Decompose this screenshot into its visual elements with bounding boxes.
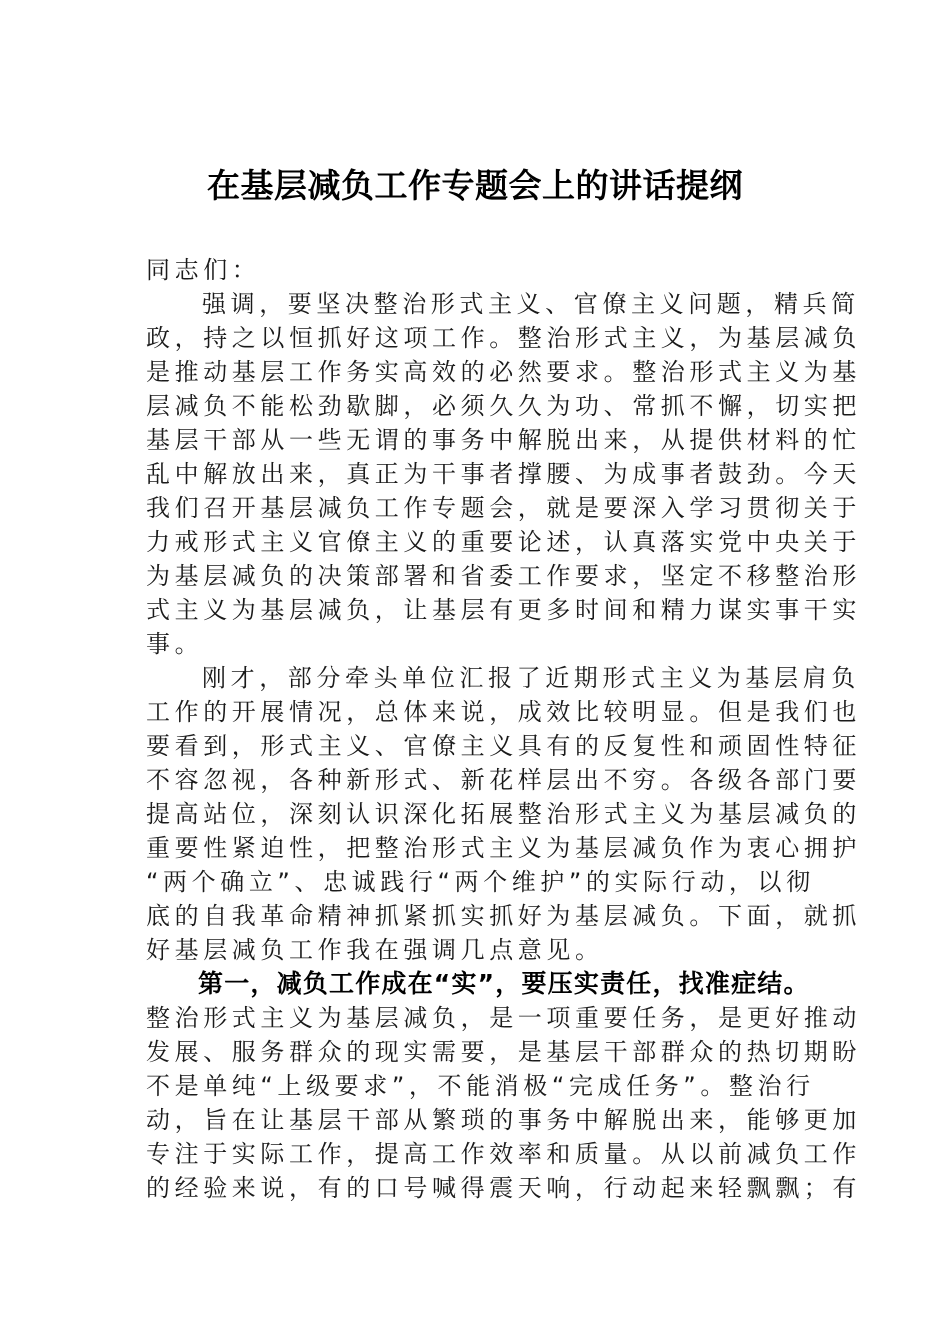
paragraph-2-line: “两个确立”、忠诚践行“两个维护”的实际行动，以彻 (146, 868, 815, 896)
paragraph-1-line: 我们召开基层减负工作专题会，就是要深入学习贯彻关于 (146, 494, 861, 522)
paragraph-2-line: 刚才，部分牵头单位汇报了近期形式主义为基层肩负 (202, 664, 860, 692)
paragraph-1-line: 式主义为基层减负，让基层有更多时间和精力谋实事干实 (146, 596, 861, 624)
paragraph-1-line: 事。 (146, 630, 204, 658)
paragraph-2-line: 提高站位，深刻认识深化拓展整治形式主义为基层减负的 (146, 800, 861, 828)
document-title: 在基层减负工作专题会上的讲话提纲 (207, 166, 743, 205)
paragraph-1-line: 为基层减负的决策部署和省委工作要求，坚定不移整治形 (146, 562, 861, 590)
paragraph-1-line: 政，持之以恒抓好这项工作。整治形式主义，为基层减负 (146, 324, 861, 352)
paragraph-1-line: 乱中解放出来，真正为干事者撑腰、为成事者鼓劲。今天 (146, 460, 861, 488)
section-heading-1: 第一，减负工作成在“实”，要压实责任，找准症结。 (198, 969, 810, 998)
paragraph-1-line: 是推动基层工作务实高效的必然要求。整治形式主义为基 (146, 358, 861, 386)
paragraph-3-line: 专注于实际工作，提高工作效率和质量。从以前减负工作 (146, 1140, 861, 1168)
paragraph-1-line: 强调，要坚决整治形式主义、官僚主义问题，精兵简 (202, 290, 860, 318)
paragraph-2-line: 工作的开展情况，总体来说，成效比较明显。但是我们也 (146, 698, 861, 726)
paragraph-1-line: 力戒形式主义官僚主义的重要论述，认真落实党中央关于 (146, 528, 861, 556)
paragraph-2-line: 好基层减负工作我在强调几点意见。 (146, 936, 604, 964)
paragraph-3-line: 动，旨在让基层干部从繁琐的事务中解脱出来，能够更加 (146, 1106, 861, 1134)
paragraph-2-line: 重要性紧迫性，把整治形式主义为基层减负作为衷心拥护 (146, 834, 861, 862)
paragraph-1-line: 基层干部从一些无谓的事务中解脱出来，从提供材料的忙 (146, 426, 861, 454)
paragraph-2-line: 底的自我革命精神抓紧抓实抓好为基层减负。下面，就抓 (146, 902, 861, 930)
document-body (146, 253, 861, 1205)
paragraph-2-line: 不容忽视，各种新形式、新花样层出不穷。各级各部门要 (146, 766, 861, 794)
salutation: 同志们： (146, 256, 261, 284)
paragraph-3-line: 整治形式主义为基层减负，是一项重要任务，是更好推动 (146, 1004, 861, 1032)
paragraph-3-line: 发展、服务群众的现实需要，是基层干部群众的热切期盼 (146, 1038, 861, 1066)
paragraph-1-line: 层减负不能松劲歇脚，必须久久为功、常抓不懈，切实把 (146, 392, 861, 420)
paragraph-3-line: 的经验来说，有的口号喊得震天响，行动起来轻飘飘；有 (146, 1174, 861, 1202)
paragraph-2-line: 要看到，形式主义、官僚主义具有的反复性和顽固性特征 (146, 732, 861, 760)
paragraph-3-line: 不是单纯“上级要求”，不能消极“完成任务”。整治行 (146, 1072, 815, 1100)
